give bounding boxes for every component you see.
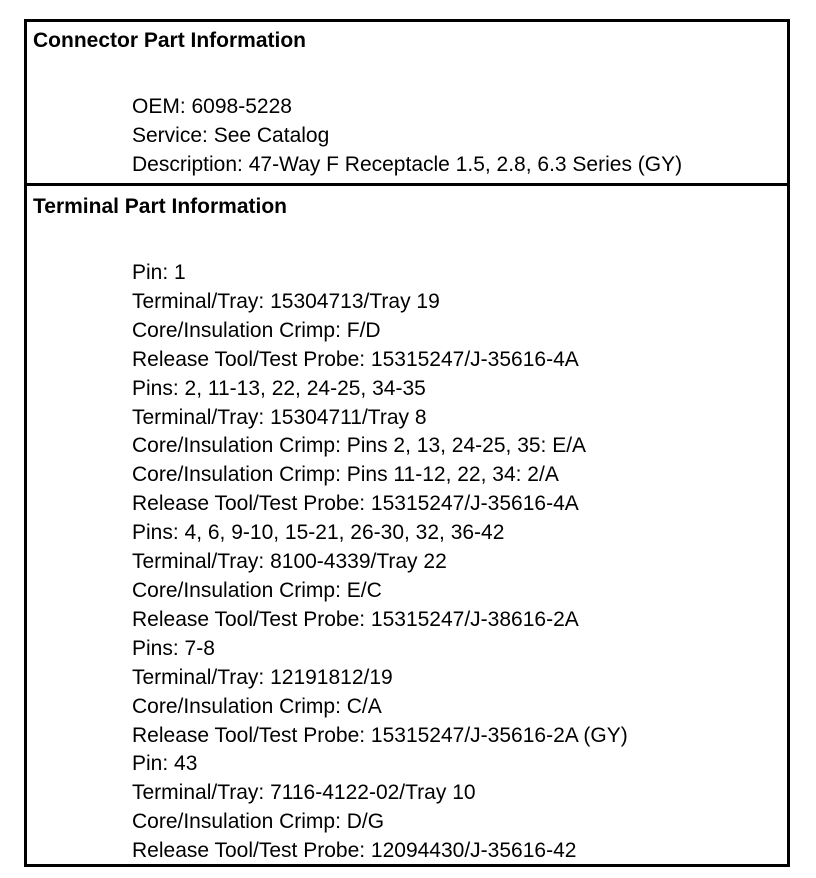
terminal-detail-line: Core/Insulation Crimp: F/D xyxy=(132,318,381,342)
terminal-detail-line: Release Tool/Test Probe: 12094430/J-35616-42 xyxy=(132,839,577,863)
terminal-detail-line: Release Tool/Test Probe: 15315247/J-35616-2A (GY) xyxy=(132,723,628,747)
connector-oem-line: OEM: 6098-5228 xyxy=(132,95,292,118)
terminal-detail-line: Release Tool/Test Probe: 15315247/J-35616-4A xyxy=(132,492,579,516)
terminal-detail-line: Pins: 4, 6, 9-10, 15-21, 26-30, 32, 36-42 xyxy=(132,521,505,545)
terminal-detail-line: Core/Insulation Crimp: Pins 11-12, 22, 34: 2/A xyxy=(132,463,559,487)
terminal-detail-line: Core/Insulation Crimp: C/A xyxy=(132,694,382,718)
connector-detail-list xyxy=(132,93,682,180)
terminal-detail-line: Core/Insulation Crimp: E/C xyxy=(132,578,382,602)
terminal-detail-line: Pins: 7-8 xyxy=(132,636,215,660)
terminal-detail-line: Release Tool/Test Probe: 15315247/J-38616-2A xyxy=(132,607,579,631)
part-information-table xyxy=(24,19,790,867)
terminal-detail-line: Terminal/Tray: 7116-4122-02/Tray 10 xyxy=(132,781,476,805)
terminal-detail-list xyxy=(132,259,628,866)
connector-part-section xyxy=(27,22,787,186)
terminal-detail-line: Terminal/Tray: 15304713/Tray 19 xyxy=(132,289,440,313)
connector-part-heading: Connector Part Information xyxy=(33,29,307,52)
terminal-detail-line: Terminal/Tray: 8100-4339/Tray 22 xyxy=(132,550,447,574)
terminal-detail-line: Pins: 2, 11-13, 22, 24-25, 34-35 xyxy=(132,376,426,400)
terminal-detail-line: Terminal/Tray: 12191812/19 xyxy=(132,665,393,689)
terminal-detail-line: Core/Insulation Crimp: Pins 2, 13, 24-25, 35: E/A xyxy=(132,434,587,458)
connector-service-line: Service: See Catalog xyxy=(132,123,330,147)
terminal-detail-line: Pin: 43 xyxy=(132,752,198,776)
terminal-detail-line: Terminal/Tray: 15304711/Tray 8 xyxy=(132,405,427,429)
terminal-part-heading: Terminal Part Information xyxy=(33,195,287,218)
terminal-detail-line: Core/Insulation Crimp: D/G xyxy=(132,810,385,834)
terminal-detail-line: Pin: 1 xyxy=(132,261,186,284)
terminal-part-section xyxy=(27,186,787,864)
terminal-detail-line: Release Tool/Test Probe: 15315247/J-35616-4A xyxy=(132,347,579,371)
connector-description-line: Description: 47-Way F Receptacle 1.5, 2.8, 6.3 Series (GY) xyxy=(132,152,683,176)
